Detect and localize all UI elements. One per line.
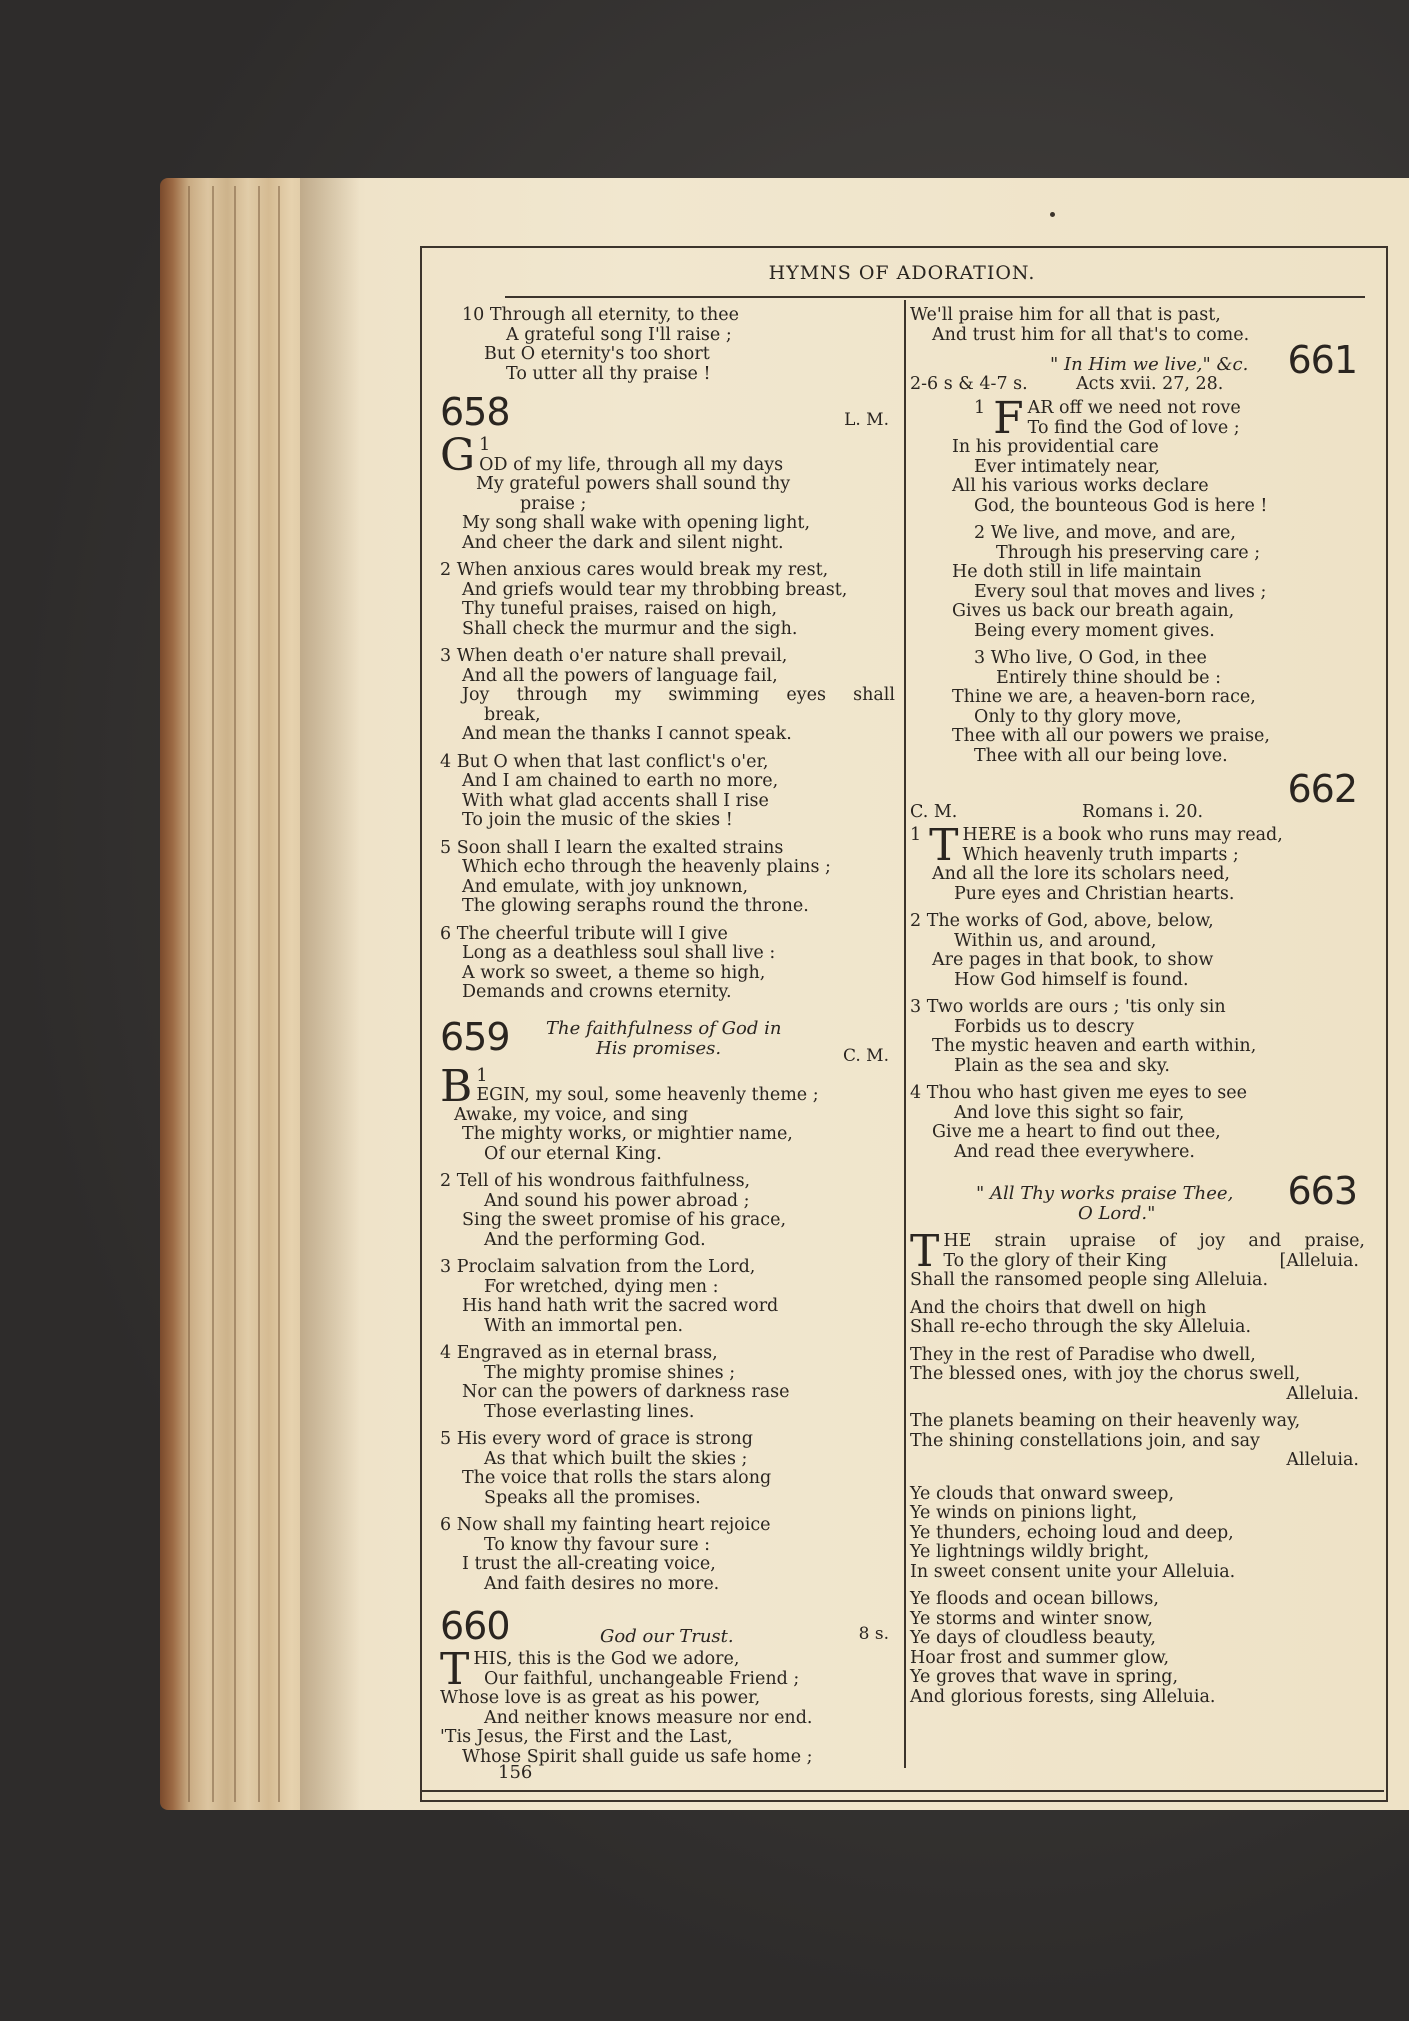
hymn-meter: L. M. (844, 409, 889, 430)
verse-line: The mystic heaven and earth within, (932, 1036, 1257, 1056)
hymn-659-verse-1: 1 B EGIN, my soul, some heavenly theme ; Awake, my voice, and sing The mighty works, or mightier name, Of our eternal King. (440, 1067, 895, 1165)
verse-line: And read thee everywhere. (954, 1141, 1195, 1162)
scripture-reference: Acts xvii. 27, 28. (1076, 374, 1224, 394)
hymn-658-verse-3 (440, 647, 895, 745)
verse-line: God, the bounteous God is here ! (974, 495, 1268, 516)
verse-line: They in the rest of Paradise who dwell, (910, 1344, 1256, 1365)
hymn-658-verse-5 (440, 839, 895, 917)
verse-line: His hand hath writ the sacred word (462, 1296, 779, 1316)
verse-line: Ye thunders, echoing loud and deep, (910, 1522, 1234, 1543)
verse-line: Hoar frost and summer glow, (910, 1647, 1170, 1668)
alleluia-refrain: Alleluia. (1286, 1383, 1359, 1404)
verse-line: And all the lore its scholars need, (932, 864, 1230, 884)
verse-line: And all the powers of language fail, (462, 665, 778, 686)
verse-line: Nor can the powers of darkness rase (462, 1382, 790, 1402)
verse-line: Ye clouds that onward sweep, (910, 1483, 1175, 1504)
hymn-number: 662 (1287, 767, 1357, 811)
verse-line: 3 Proclaim salvation from the Lord, (440, 1257, 756, 1277)
verse-line: A work so sweet, a theme so high, (462, 962, 766, 983)
hymn-659-verse-6 (440, 1516, 895, 1594)
hymn-number: 660 (440, 1604, 510, 1648)
verse-line: The mighty promise shines ; (484, 1362, 736, 1383)
hymn-meter: C. M. (842, 1046, 889, 1066)
hymn-658-verse-6 (440, 925, 895, 1003)
verse-line: All his various works declare (952, 476, 1209, 496)
scripture-reference: Romans i. 20. (1082, 801, 1204, 822)
verse-line: The mighty works, or mightier name, (462, 1124, 793, 1144)
verse-line: And I am chained to earth no more, (462, 771, 779, 791)
verse-line: As that which built the skies ; (484, 1448, 748, 1469)
hymn-meter: C. M. (910, 801, 958, 822)
hymn-662-verse-4 (910, 1084, 1365, 1162)
verse-line: Sing the sweet promise of his grace, (462, 1210, 787, 1230)
verse-line: And faith desires no more. (484, 1573, 720, 1594)
hymn-title: His promises. (596, 1037, 722, 1059)
verse-line: Shall the ransomed people sing Alleluia. (910, 1270, 1269, 1290)
verse-line: Demands and crowns eternity. (462, 982, 732, 1002)
head-rule (505, 296, 1365, 298)
verse-line: Pure eyes and Christian hearts. (954, 883, 1235, 904)
verse-line: Speaks all the promises. (484, 1487, 701, 1508)
verse-line: Thy tuneful praises, raised on high, (462, 599, 778, 619)
verse-line: Of our eternal King. (484, 1143, 662, 1164)
verse-line: The blessed ones, with joy the chorus swell, (910, 1364, 1301, 1384)
verse-line: Being every moment gives. (974, 620, 1215, 641)
verse-line: And cheer the dark and silent night. (462, 532, 784, 553)
verse-line: Ye winds on pinions light, (910, 1503, 1138, 1523)
verse-line: Our faithful, unchangeable Friend ; (484, 1668, 800, 1689)
hymn-661-verse-2 (910, 524, 1365, 641)
verse-line: Plain as the sea and sky. (954, 1055, 1170, 1076)
verse-line: And emulate, with joy unknown, (462, 876, 749, 897)
verse-line: In his providential care (952, 437, 1159, 457)
verse-line: 3 When death o'er nature shall prevail, (440, 646, 788, 666)
verse-line: Long as a deathless soul shall live : (462, 943, 776, 963)
page-number: 156 (498, 1762, 533, 1783)
verse-line: Ye groves that wave in spring, (910, 1667, 1179, 1687)
verse-line: The shining constellations join, and say (910, 1430, 1260, 1451)
verse-line: With an immortal pen. (484, 1315, 684, 1336)
left-column (440, 306, 895, 1767)
alleluia-refrain: Alleluia. (1286, 1450, 1359, 1470)
verse-line: break, (484, 704, 541, 725)
verse-line: 3 Who live, O God, in thee (974, 648, 1207, 668)
verse-line: AR off we need not rove (1027, 398, 1241, 418)
verse-number: 1 (974, 398, 986, 418)
verse-line: 4 Engraved as in eternal brass, (440, 1343, 718, 1363)
verse-line: HERE is a book who runs may read, (962, 825, 1283, 845)
hymn-663-stanza-1 (910, 1226, 1365, 1291)
verse-line: Those everlasting lines. (484, 1401, 695, 1422)
verse-line: Only to thy glory move, (974, 706, 1182, 727)
verse-line: Thee with all our being love. (974, 745, 1228, 766)
verse-line: Within us, and around, (954, 930, 1157, 951)
hymn-663-stanza-6 (910, 1590, 1365, 1707)
verse-line: Shall re-echo through the sky Alleluia. (910, 1317, 1252, 1337)
verse-line: The voice that rolls the stars along (462, 1468, 772, 1488)
verse-line: Joy through my swimming eyes shall (462, 685, 895, 705)
verse-line: To find the God of love ; (1027, 417, 1240, 438)
verse-line: To join the music of the skies ! (462, 810, 733, 830)
hymn-meter: 8 s. (858, 1623, 889, 1644)
verse-line: Through his preserving care ; (996, 542, 1261, 563)
verse-line: And glorious forests, sing Alleluia. (910, 1686, 1216, 1707)
hymn-663-stanza-2 (910, 1299, 1365, 1338)
hymn-659-verse-5 (440, 1430, 895, 1508)
book-page-edges (160, 178, 320, 1810)
alleluia-turnover: [Alleluia. (1279, 1250, 1359, 1271)
hymn-663-stanza-5 (910, 1485, 1365, 1583)
verse-line: EGIN, my soul, some heavenly theme ; (476, 1085, 819, 1105)
drop-cap: T (910, 1226, 940, 1277)
hymn-number: 663 (1287, 1169, 1357, 1213)
verse-line: 5 Soon shall I learn the exalted strains (440, 837, 784, 858)
verse-line: We'll praise him for all that is past, (910, 305, 1221, 325)
right-column (910, 306, 1365, 1707)
verse-line: Thee with all our powers we praise, (952, 726, 1270, 746)
hymn-title: God our Trust. (600, 1626, 734, 1647)
hymn-657-continuation (440, 306, 895, 384)
ink-dot (1050, 212, 1055, 217)
hymn-660-verse-1 (440, 1644, 895, 1767)
verse-line: The planets beaming on their heavenly way, (910, 1411, 1301, 1431)
verse-line: 5 His every word of grace is strong (440, 1429, 753, 1449)
verse-line: And mean the thanks I cannot speak. (462, 724, 792, 744)
verse-line: But O eternity's too short (484, 344, 710, 364)
verse-line: In sweet consent unite your Alleluia. (910, 1561, 1236, 1582)
hymn-659-header (440, 1014, 895, 1067)
verse-line: HIS, this is the God we adore, (473, 1649, 740, 1669)
column-divider (904, 300, 906, 1768)
verse-line: And neither knows measure nor end. (484, 1707, 813, 1728)
hymn-title: The faithfulness of God in (546, 1017, 782, 1039)
hymn-663-stanza-3 (910, 1346, 1365, 1405)
verse-line: And the choirs that dwell on high (910, 1297, 1207, 1318)
verse-line: Ye days of cloudless beauty, (910, 1628, 1156, 1648)
verse-line: And trust him for all that's to come. (932, 324, 1250, 345)
verse-line: 10 Through all eternity, to thee (462, 305, 740, 325)
verse-line: 6 Now shall my fainting heart rejoice (440, 1515, 771, 1535)
verse-line: And griefs would tear my throbbing breast, (462, 579, 848, 600)
verse-line: And love this sight so fair, (954, 1102, 1185, 1123)
hymn-661-header (910, 338, 1365, 399)
verse-line: My grateful powers shall sound thy (476, 474, 791, 494)
verse-line: 6 The cheerful tribute will I give (440, 923, 728, 944)
hymn-658-verse-2 (440, 561, 895, 639)
verse-line: For wretched, dying men : (484, 1276, 719, 1297)
verse-line: My song shall wake with opening light, (462, 513, 811, 533)
verse-line: 3 Two worlds are ours ; 'tis only sin (910, 997, 1226, 1017)
verse-line: Whose love is as great as his power, (440, 1688, 761, 1708)
hymn-title: O Lord." (1078, 1203, 1156, 1224)
verse-line: Ever intimately near, (974, 456, 1160, 477)
hymn-659-verse-3 (440, 1258, 895, 1336)
verse-line: 4 Thou who hast given me eyes to see (910, 1083, 1247, 1103)
hymn-658-header (440, 392, 895, 436)
verse-line: How God himself is found. (954, 969, 1189, 990)
hymn-661-verse-3 (910, 649, 1365, 766)
verse-line: Thine we are, a heaven-born race, (952, 687, 1256, 707)
hymn-662-verse-1 (910, 820, 1365, 904)
hymn-number: 658 (440, 390, 510, 434)
running-head: HYMNS OF ADORATION. (768, 262, 1036, 284)
verse-line: 2 Tell of his wondrous faithfulness, (440, 1171, 751, 1191)
verse-line: With what glad accents shall I rise (462, 790, 769, 811)
drop-cap: B (440, 1060, 473, 1112)
verse-line: Ye lightnings wildly bright, (910, 1542, 1150, 1562)
verse-line (910, 1252, 1365, 1272)
verse-line: And sound his power abroad ; (484, 1190, 750, 1211)
verse-line: 2 The works of God, above, below, (910, 911, 1214, 931)
hymn-number: 661 (1287, 338, 1357, 382)
drop-cap: F (993, 393, 1024, 444)
verse-line: Give me a heart to find out thee, (932, 1122, 1221, 1142)
hymn-660-header (440, 1606, 895, 1650)
drop-cap: T (440, 1644, 470, 1695)
gutter-shadow (300, 178, 360, 1810)
hymn-659-verse-4 (440, 1344, 895, 1422)
verse-line: Ye storms and winter snow, (910, 1608, 1153, 1629)
hymn-663-header (910, 1169, 1365, 1232)
verse-line: Entirely thine should be : (996, 667, 1221, 688)
verse-line: Ye floods and ocean billows, (910, 1589, 1159, 1609)
verse-line: 4 But O when that last conflict's o'er, (440, 751, 769, 772)
verse-line: Forbids us to descry (954, 1016, 1135, 1037)
hymn-658-verse-1: 1 G OD of my life, through all my days My grateful powers shall sound thy praise ; My song shall wake with opening light, And cheer the dark and silent night. (440, 436, 895, 553)
verse-line: A grateful song I'll raise ; (506, 324, 732, 345)
verse-line: 2 We live, and move, and are, (974, 523, 1236, 543)
verse-line: 'Tis Jesus, the First and the Last, (440, 1727, 733, 1747)
hymn-number: 659 (440, 1014, 510, 1059)
hymn-662-verse-2 (910, 912, 1365, 990)
verse-line: The glowing seraphs round the throne. (462, 896, 809, 916)
verse-line: I trust the all-creating voice, (462, 1554, 716, 1574)
hymn-661-verse-1 (910, 393, 1365, 516)
verse-line: And the performing God. (484, 1229, 706, 1250)
hymn-663-stanza-4 (910, 1412, 1365, 1471)
verse-line: He doth still in life maintain (952, 562, 1202, 582)
verse-line: praise ; (520, 493, 587, 514)
verse-text: To the glory of their King (943, 1250, 1168, 1271)
verse-line: Gives us back our breath again, (952, 601, 1235, 621)
verse-line: To utter all thy praise ! (506, 363, 711, 384)
verse-line: 2 When anxious cares would break my rest, (440, 560, 829, 580)
hymn-meter: 2-6 s & 4-7 s. (910, 374, 1028, 394)
drop-cap: T (929, 820, 959, 871)
hymn-title: " In Him we live," &c. (1050, 354, 1249, 375)
verse-line: Every soul that moves and lives ; (974, 581, 1267, 602)
verse-number: 1 (910, 825, 922, 845)
verse-line: Which heavenly truth imparts ; (962, 844, 1239, 865)
foot-rule (420, 1790, 1384, 1792)
verse-line: Which echo through the heavenly plains ; (462, 857, 831, 877)
hymn-662-header (910, 767, 1365, 826)
verse-line: To know thy favour sure : (484, 1534, 711, 1555)
verse-line: Whose Spirit shall guide us safe home ; (462, 1746, 813, 1767)
hymn-662-verse-3 (910, 998, 1365, 1076)
hymn-title: " All Thy works praise Thee, (976, 1183, 1234, 1204)
verse-line: Are pages in that book, to show (932, 950, 1214, 970)
hymn-658-verse-4 (440, 753, 895, 831)
verse-line: OD of my life, through all my days (479, 454, 784, 475)
drop-cap: G (440, 430, 476, 481)
verse-line: Shall check the murmur and the sigh. (462, 618, 798, 639)
verse-line: Awake, my voice, and sing (454, 1104, 689, 1125)
hymn-659-verse-2 (440, 1172, 895, 1250)
verse-line: HE strain upraise of joy and praise, (943, 1231, 1365, 1251)
